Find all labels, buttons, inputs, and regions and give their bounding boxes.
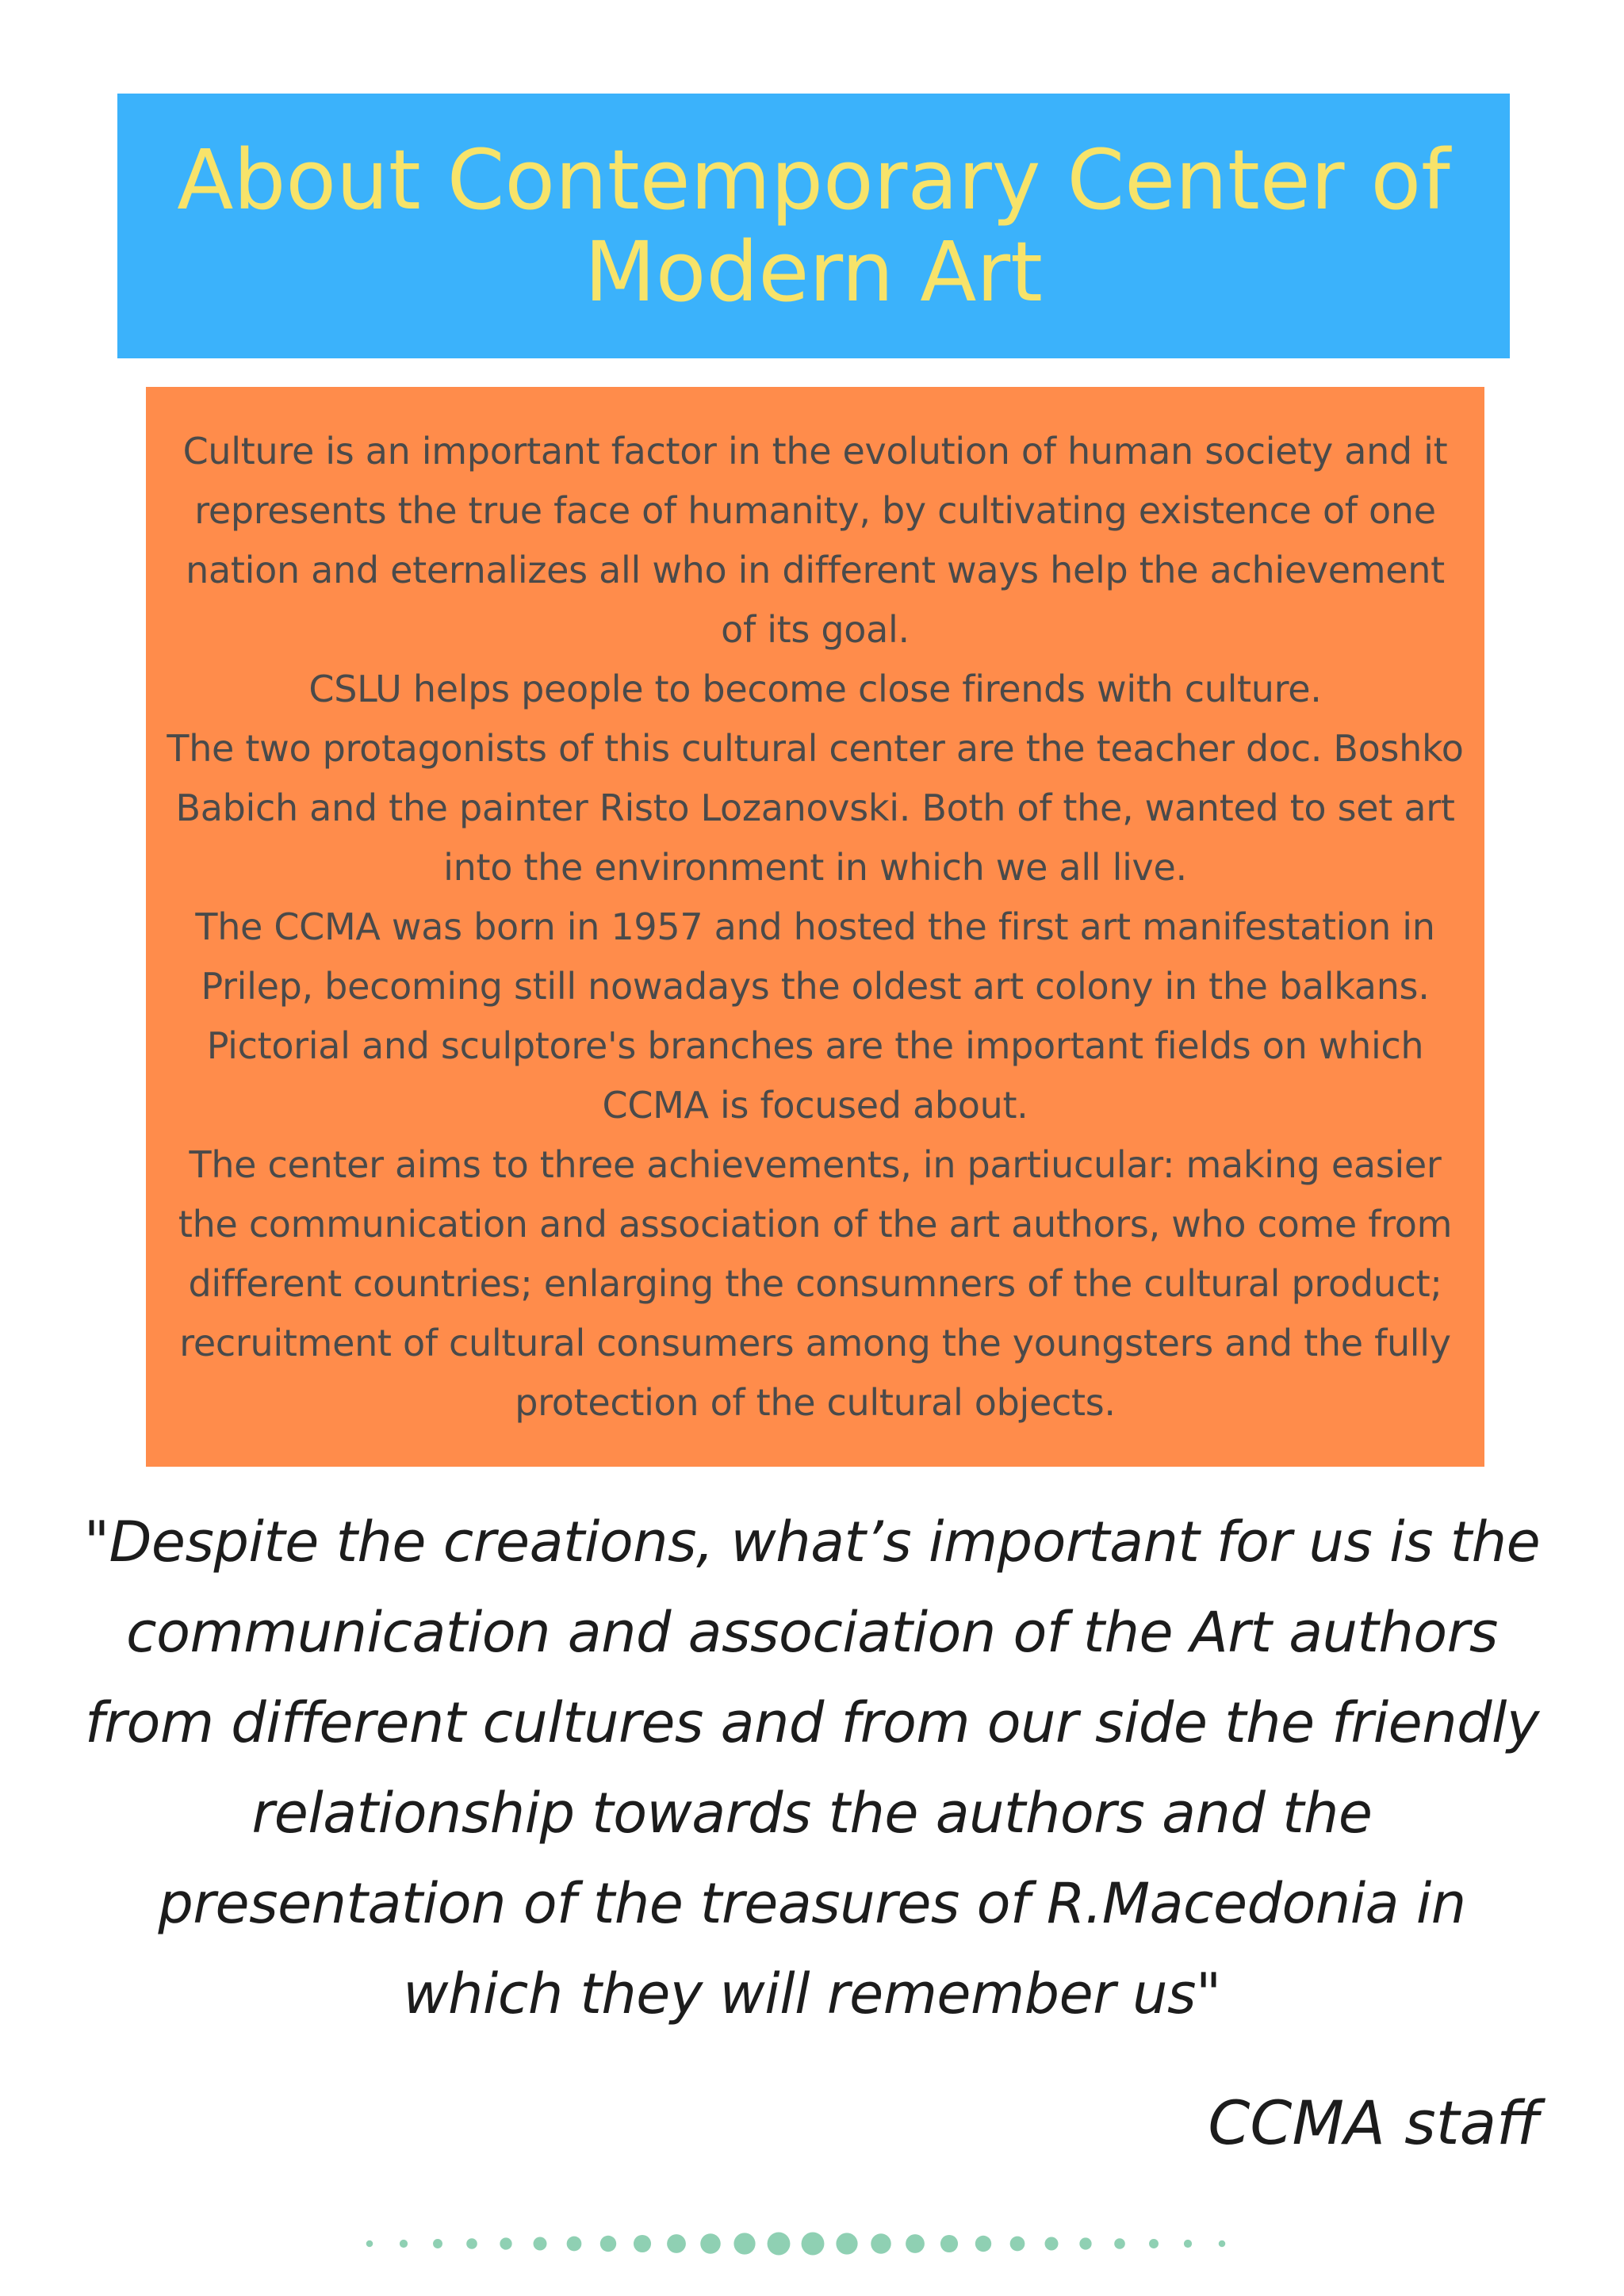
body-paragraph-4: The CCMA was born in 1957 and hosted the first art manifestation in Prilep, becoming still nowadays the oldest art colony in the balkans. Pictorial and sculptore's branches are the important fields on which CCMA is focused about. (195, 905, 1435, 1127)
divider-dot (1079, 2237, 1091, 2249)
divider-dot (1184, 2240, 1192, 2248)
divider-dot (1149, 2239, 1159, 2248)
page-title-line-2: Modern Art (584, 224, 1043, 320)
divider-dot (768, 2233, 791, 2256)
divider-dot (667, 2234, 686, 2253)
divider-dot (567, 2237, 582, 2252)
divider-dot (1219, 2241, 1226, 2248)
body-text (163, 422, 1467, 1433)
divider-dot (634, 2235, 651, 2252)
divider-dot (836, 2233, 857, 2254)
body-text-box (146, 387, 1484, 1467)
page-title (140, 134, 1488, 318)
divider-dot (802, 2233, 825, 2256)
divider-dot (871, 2233, 891, 2254)
body-paragraph-1: Culture is an important factor in the evolution of human society and it represents the true face of humanity, by cultivating existence of one nation and eternalizes all who in different ways help the achievement of its goal. (182, 430, 1448, 651)
divider-dot (534, 2237, 547, 2251)
quote-text: "Despite the creations, what’s important for us is the communication and association of the Art authors from different cultures and from our side the friendly relationship towards the authors and the presentation of the treasures of R.Macedonia in which they will remember us" (83, 1510, 1541, 2026)
divider-dot (600, 2236, 616, 2252)
title-banner (117, 94, 1510, 358)
divider-dot (500, 2237, 511, 2249)
divider-dot (1010, 2237, 1025, 2252)
page-title-line-1: About Contemporary Center of (177, 132, 1450, 228)
divider-dot (1114, 2238, 1125, 2249)
divider-dot (433, 2239, 442, 2248)
dot-divider-icon (0, 2220, 1624, 2267)
body-paragraph-5: The center aims to three achievements, in partiucular: making easier the communication and association of the art authors, who come from different countries; enlarging the consumners of the cultural product; recruitment of cultural consumers among the youngsters and the fully protection of the cultural objects. (178, 1143, 1453, 1424)
divider-dot (366, 2241, 373, 2248)
divider-dot (466, 2238, 477, 2249)
divider-dot (700, 2233, 721, 2254)
signature: CCMA staff (1208, 2087, 1540, 2158)
divider-dot (975, 2236, 991, 2252)
divider-dot (400, 2240, 408, 2248)
body-paragraph-2: CSLU helps people to become close firends with culture. (308, 668, 1322, 710)
divider-dot (940, 2235, 958, 2252)
body-paragraph-3: The two protagonists of this cultural center are the teacher doc. Boshko Babich and the painter Risto Lozanovski. Both of the, wanted to set art into the environment in which we all live. (167, 727, 1464, 889)
divider-dot (733, 2233, 755, 2254)
divider-dot (906, 2234, 925, 2253)
divider-dot (1045, 2237, 1059, 2251)
